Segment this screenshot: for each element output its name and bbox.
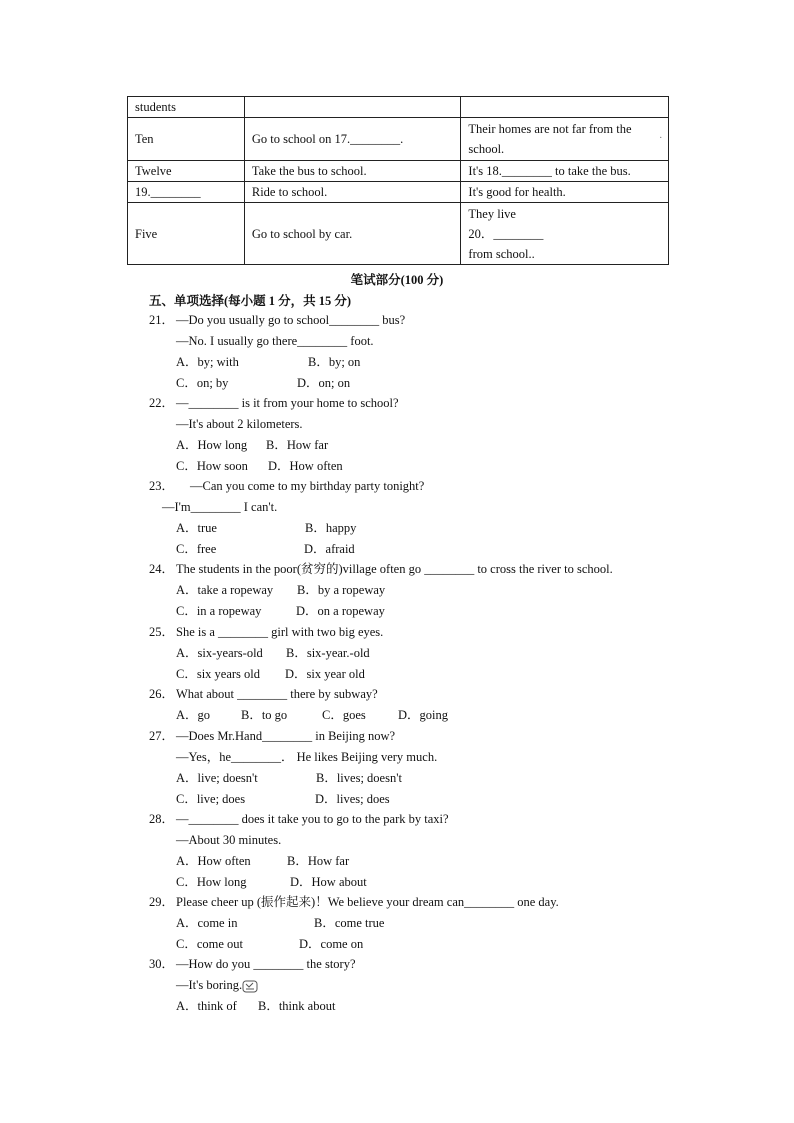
question-text: —Can you come to my birthday party tonight? bbox=[190, 479, 425, 493]
table-cell: Twelve bbox=[128, 161, 245, 182]
option-choice: B．How far bbox=[287, 854, 350, 868]
option-choice: D．on; on bbox=[297, 376, 351, 390]
table-cell: Go to school on 17.________. bbox=[244, 118, 461, 161]
cell-line: school. bbox=[468, 142, 505, 156]
option-choice: A．go bbox=[176, 708, 211, 722]
option-choice: C．free bbox=[176, 542, 217, 556]
question-reply: —Yes，he________． He likes Beijing very much. bbox=[176, 750, 438, 764]
option-choice: C．six years old bbox=[176, 667, 261, 681]
option-choice: D．six year old bbox=[285, 667, 365, 681]
table-cell: It's good for health. bbox=[461, 182, 669, 203]
option-choice: A．by; with bbox=[176, 355, 239, 369]
question-reply: —No. I usually go there________ foot. bbox=[176, 334, 374, 348]
table-cell: Take the bus to school. bbox=[244, 161, 461, 182]
cell-line: They live bbox=[468, 206, 516, 221]
option-choice: D．How about bbox=[290, 875, 367, 889]
option-choice: B．by a ropeway bbox=[297, 583, 386, 597]
option-choice: A．How long bbox=[176, 438, 248, 452]
option-choice: A．six-years-old bbox=[176, 646, 263, 660]
table-cell bbox=[461, 97, 669, 118]
table-cell: Ten bbox=[128, 118, 245, 161]
option-choice: A．live; doesn't bbox=[176, 771, 258, 785]
question-text: —Do you usually go to school________ bus? bbox=[176, 313, 406, 327]
option-choice: C．How long bbox=[176, 875, 247, 889]
question-text: The students in the poor(贫穷的)village often go ________ to cross the river to school. bbox=[176, 562, 613, 576]
cell-line: Their homes are not far from the bbox=[468, 122, 632, 136]
option-choice: A．come in bbox=[176, 916, 238, 930]
question-text: Please cheer up (振作起来)！We believe your dream can________ one day. bbox=[176, 895, 559, 909]
question-number: 27． bbox=[149, 729, 175, 743]
table-cell: students bbox=[128, 97, 245, 118]
option-choice: C．How soon bbox=[176, 459, 248, 473]
question-text: —________ does it take you to go to the park by taxi? bbox=[176, 812, 449, 826]
table-cell: 19.________ bbox=[128, 182, 245, 203]
question-reply: —It's about 2 kilometers. bbox=[176, 417, 303, 431]
option-choice: D．going bbox=[398, 708, 449, 722]
option-choice: D．How often bbox=[268, 459, 343, 473]
section-title: 笔试部分(100 分) bbox=[350, 273, 444, 287]
seal-stamp-icon bbox=[242, 980, 258, 993]
table-cell bbox=[461, 203, 669, 265]
option-choice: B．lives; doesn't bbox=[316, 771, 402, 785]
question-number: 24． bbox=[149, 562, 175, 576]
question-number: 29． bbox=[149, 895, 175, 909]
part-title: 五、单项选择(每小题 1 分，共 15 分) bbox=[149, 294, 352, 308]
option-choice: A．true bbox=[176, 521, 217, 535]
table-row bbox=[128, 182, 669, 203]
dot-mark: . bbox=[659, 130, 662, 141]
question-number: 25． bbox=[149, 625, 175, 639]
table-cell: Five bbox=[128, 203, 245, 265]
question-number: 21． bbox=[149, 313, 175, 327]
table-row bbox=[128, 97, 669, 118]
option-choice: B．come true bbox=[314, 916, 385, 930]
option-choice: B．happy bbox=[305, 521, 357, 535]
question-text: What about ________ there by subway? bbox=[176, 687, 378, 701]
question-number: 23． bbox=[149, 479, 175, 493]
option-choice: D．lives; does bbox=[315, 792, 390, 806]
cell-line: from school.. bbox=[468, 246, 535, 261]
option-choice: B．by; on bbox=[308, 355, 361, 369]
table-cell bbox=[244, 97, 461, 118]
option-choice: B．six-year.-old bbox=[286, 646, 370, 660]
option-choice: C．goes bbox=[322, 708, 366, 722]
question-reply: —About 30 minutes. bbox=[176, 833, 282, 847]
table-cell: It's 18.________ to take the bus. bbox=[461, 161, 669, 182]
option-choice: D．come on bbox=[299, 937, 364, 951]
table-row bbox=[128, 118, 669, 161]
question-text: —How do you ________ the story? bbox=[176, 957, 356, 971]
option-choice: C．in a ropeway bbox=[176, 604, 262, 618]
table-row bbox=[128, 203, 669, 265]
option-choice: B．How far bbox=[266, 438, 329, 452]
table-cell: Ride to school. bbox=[244, 182, 461, 203]
option-choice: D．on a ropeway bbox=[296, 604, 385, 618]
option-choice: C．on; by bbox=[176, 376, 229, 390]
option-choice: A．think of bbox=[176, 999, 237, 1013]
question-number: 22． bbox=[149, 396, 175, 410]
question-number: 30． bbox=[149, 957, 175, 971]
option-choice: B．to go bbox=[241, 708, 288, 722]
question-reply: —I'm________ I can't. bbox=[162, 500, 278, 514]
option-choice: A．take a ropeway bbox=[176, 583, 274, 597]
question-number: 28． bbox=[149, 812, 175, 826]
option-choice: B．think about bbox=[258, 999, 336, 1013]
table-row bbox=[128, 161, 669, 182]
answer-table bbox=[127, 96, 669, 265]
question-reply: —It's boring. bbox=[176, 975, 258, 995]
question-text: —Does Mr.Hand________ in Beijing now? bbox=[176, 729, 396, 743]
option-choice: D．afraid bbox=[304, 542, 355, 556]
option-choice: C．come out bbox=[176, 937, 244, 951]
option-choice: A．How often bbox=[176, 854, 251, 868]
question-number: 26． bbox=[149, 687, 175, 701]
cell-line: 20．________ bbox=[468, 226, 544, 241]
option-choice: C．live; does bbox=[176, 792, 246, 806]
table-cell: Go to school by car. bbox=[244, 203, 461, 265]
table-cell bbox=[461, 118, 669, 161]
question-text: —________ is it from your home to school? bbox=[176, 396, 399, 410]
question-text: She is a ________ girl with two big eyes. bbox=[176, 625, 384, 639]
